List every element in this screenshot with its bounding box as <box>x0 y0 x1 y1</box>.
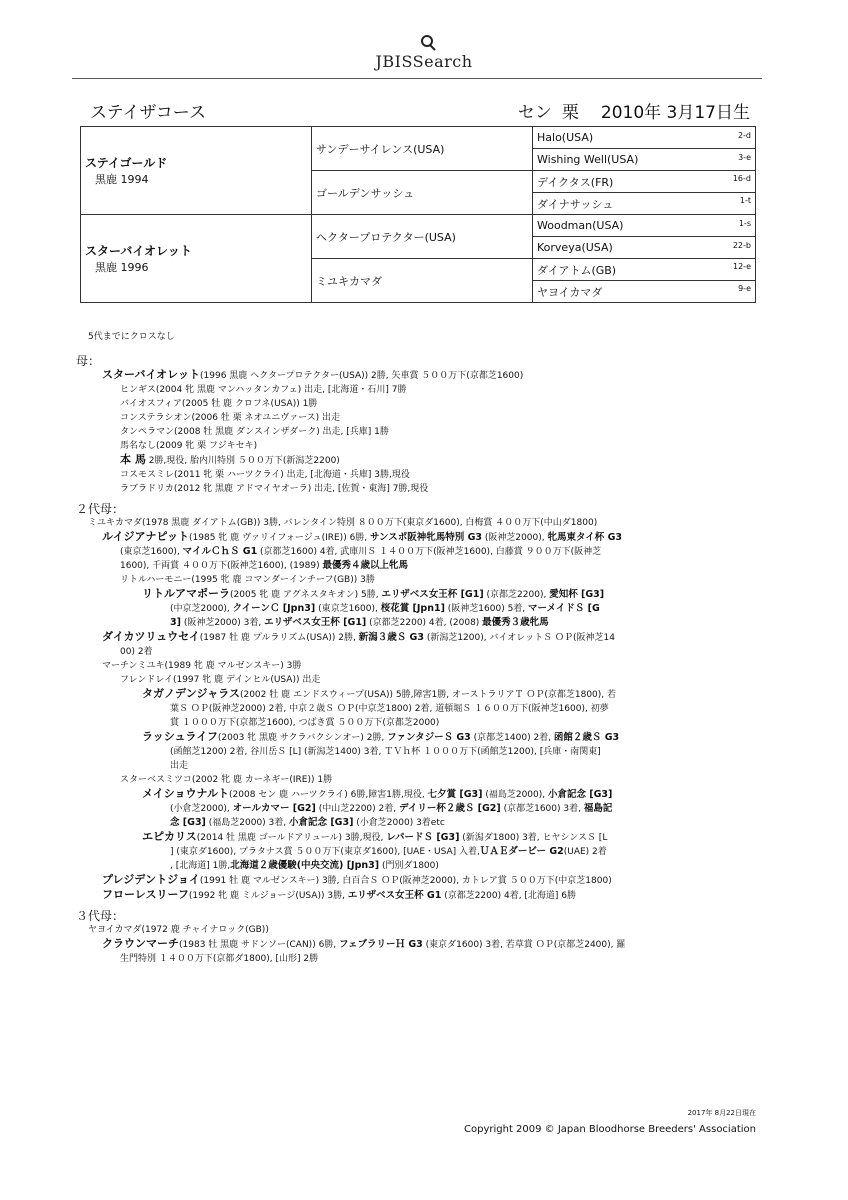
logo-search: Search <box>412 52 473 71</box>
family-line: , [北海道] 1勝,北海道２歳優駿(中央交流) [Jpn3] (門別ダ1800) <box>170 860 439 871</box>
pedigree-gen2: ヘクタープロテクター(USA) <box>312 215 533 259</box>
family-line: プレジデントジョイ(1991 牡 鹿 マルゼンスキー) 3勝, 白百合Ｓ ＯＰ(阪神芝2000), カトレア賞 ５００万下(中京芝1800) <box>102 873 612 886</box>
sire-name: ステイゴールド <box>85 156 168 170</box>
section-heading-g3: ３代母： <box>76 909 125 923</box>
family-line: リトルハーモニー(1995 牝 鹿 コマンダーインチーフ(GB)) 3勝 <box>120 575 375 585</box>
family-line: フローレスリーフ(1992 牝 鹿 ミルジョージ(USA)) 3勝, エリザベス女王杯 G1 (京都芝2200) 4着, [北海道] 6勝 <box>102 888 577 901</box>
family-line: (函館芝1200) 2着, 谷川岳Ｓ [L] (新潟芝1400) 3着, ＴＶｈ杯 １０００万下(函館芝1200), [兵庫・南関東] <box>170 747 601 757</box>
family-line: マーチンミユキ(1989 牝 鹿 マルゼンスキー) 3勝 <box>102 661 302 671</box>
pedigree-gen3: Wishing Well(USA) 3-e <box>533 149 756 171</box>
family-line: 本 馬 2勝,現役, 胎内川特別 ５００万下(新潟芝2200) <box>120 453 340 466</box>
family-section <box>76 330 766 966</box>
section-heading-g2: ２代母： <box>76 502 125 516</box>
horse-birth: 2010年 3月17日生 <box>600 103 750 123</box>
family-line: 3] (阪神芝2000) 3着, エリザベス女王杯 [G1] (京都芝2200) 4着, (2008) 最優秀３歳牝馬 <box>170 617 549 628</box>
section-heading-dam: 母： <box>76 354 101 368</box>
family-line: 出走 <box>170 761 189 771</box>
family-line: スターベスミツコ(2002 牝 鹿 カーネギー(IRE)) 1勝 <box>120 775 333 785</box>
pedigree-gen3: ダイアトム(GB) 12-e <box>533 259 756 281</box>
family-line: 馬名なし(2009 牝 栗 フジキセキ) <box>120 441 258 451</box>
family-line: 賞 １０００万下(京都芝1600), つばき賞 ５００万下(京都芝2000) <box>170 718 440 728</box>
family-line: スターバイオレット(1996 黒鹿 ヘクタープロテクター(USA)) 2勝, 矢車賞 ５００万下(京都芝1600) <box>102 368 524 381</box>
family-line: コスモスミレ(2011 牝 栗 ハーツクライ) 出走, [北海道・兵庫] 3勝,現役 <box>120 470 410 480</box>
family-line: (中京芝2000), クイーンＣ [Jpn3] (東京芝1600), 桜花賞 [Jpn1] (阪神芝1600) 5着, マーメイドＳ [G <box>170 603 600 614</box>
family-line: 念 [G3] (福島芝2000) 3着, 小倉記念 [G3] (小倉芝2000) 3着etc <box>170 817 445 828</box>
horse-title <box>90 98 750 124</box>
logo-jbis: JBIS <box>375 52 413 71</box>
pedigree-gen3: Halo(USA) 2-d <box>533 127 756 149</box>
family-line: ラッシュライフ(2003 牝 黒鹿 サクラバクシンオー) 2勝, ファンタジーＳ G3 (京都芝1400) 2着, 函館２歳Ｓ G3 <box>142 730 620 743</box>
family-line: 生門特別 １４００万下(京都ダ1800), [山形] 2勝 <box>120 954 319 964</box>
pedigree-gen2: ゴールデンサッシュ <box>312 171 533 215</box>
family-line: タンペラマン(2008 牡 黒鹿 ダンスインザダーク) 出走, [兵庫] 1勝 <box>120 427 389 437</box>
pedigree-dam <box>81 215 312 303</box>
pedigree-gen3: デイクタス(FR) 16-d <box>533 171 756 193</box>
family-line: ダイカツリュウセイ(1987 牡 鹿 プルラリズム(USA)) 2勝, 新潟３歳Ｓ G3 (新潟芝1200), バイオレットＳ ＯＰ(阪神芝14 <box>102 630 615 643</box>
horse-name: ステイザコース <box>90 103 206 123</box>
family-line: ルイジアナピット(1985 牝 鹿 ヴァリイフォージュ(IRE)) 6勝, サンスポ阪神牝馬特別 G3 (阪神芝2000), 牝馬東タイ杯 G3 <box>102 530 623 543</box>
cross-note: 5代までにクロスなし <box>88 332 175 342</box>
header-divider <box>72 78 762 79</box>
family-line: ミユキカマダ(1978 黒鹿 ダイアトム(GB)) 3勝, バレンタイン特別 ８００万下(東京ダ1600), 白梅賞 ４００万下(中山ダ1800) <box>88 518 598 528</box>
family-line: 1600), 千両賞 ４００万下(阪神芝1600), (1989) 最優秀４歳以上牝馬 <box>120 560 408 571</box>
pedigree-gen2: ミユキカマダ <box>312 259 533 303</box>
family-line: フレンドレイ(1997 牝 鹿 デインヒル(USA)) 出走 <box>120 675 321 685</box>
family-line: ] (東京ダ1600), プラタナス賞 ５００万下(東京ダ1600), [UAE・USA] 入着,ＵＡＥダービー G2(UAE) 2着 <box>170 846 607 857</box>
family-line: コンステラシオン(2006 牡 栗 ネオユニヴァース) 出走 <box>120 413 341 423</box>
pedigree-gen3: Korveya(USA) 22-b <box>533 237 756 259</box>
family-line: 葉Ｓ ＯＰ(阪神芝2000) 2着, 中京２歳Ｓ ＯＰ(中京芝1800) 2着, 道頓堀Ｓ １６００万下(阪神芝1600), 初夢 <box>170 704 609 714</box>
dam-name: スターバイオレット <box>85 244 192 258</box>
family-line: ヤヨイカマダ(1972 鹿 チャイナロック(GB)) <box>88 925 269 935</box>
family-line: エピカリス(2014 牡 黒鹿 ゴールドアリュール) 3勝,現役, レパードＳ [G3] (新潟ダ1800) 3着, ヒヤシンスＳ [L <box>142 830 608 843</box>
horse-color: 栗 <box>561 103 579 123</box>
dam-info: 黒鹿 1996 <box>95 261 149 274</box>
pedigree-sire <box>81 127 312 215</box>
pedigree-gen2: サンデーサイレンス(USA) <box>312 127 533 171</box>
family-line: (東京芝1600), マイルＣｈＳ G1 (京都芝1600) 4着, 武庫川Ｓ １４００万下(阪神芝1600), 白藤賞 ９００万下(阪神芝 <box>120 546 602 557</box>
family-line: メイショウナルト(2008 セン 鹿 ハーツクライ) 6勝,障害1勝,現役, 七夕賞 [G3] (福島芝2000), 小倉記念 [G3] <box>142 787 613 800</box>
family-line: バイオスフィア(2005 牡 鹿 クロフネ(USA)) 1勝 <box>120 399 318 409</box>
family-line: ヒンギス(2004 牝 黒鹿 マンハッタンカフェ) 出走, [北海道・石川] 7勝 <box>120 385 407 395</box>
pedigree-gen3: ヤヨイカマダ 9-e <box>533 281 756 303</box>
family-line: タガノデンジャラス(2002 牡 鹿 エンドスウィープ(USA)) 5勝,障害1勝, オーストラリアＴ ＯＰ(京都芝1800), 若 <box>142 687 617 700</box>
magnifier-icon <box>419 34 437 52</box>
pedigree-table <box>80 126 756 303</box>
family-line: (小倉芝2000), オールカマー [G2] (中山芝2200) 2着, デイリー杯２歳Ｓ [G2] (京都芝1600) 3着, 福島記 <box>170 803 613 814</box>
pedigree-gen3: Woodman(USA) 1-s <box>533 215 756 237</box>
family-line: クラウンマーチ(1983 牡 黒鹿 サドンソー(CAN)) 6勝, フェブラリーＨ G3 (東京ダ1600) 3着, 若草賞 ＯＰ(京都芝2400), 羅 <box>102 937 626 950</box>
family-line: リトルアマポーラ(2005 牝 鹿 アグネスタキオン) 5勝, エリザベス女王杯 [G1] (京都芝2200), 愛知杯 [G3] <box>142 587 605 600</box>
pedigree-gen3: ダイナサッシュ 1-t <box>533 193 756 215</box>
family-line: ラブラドリカ(2012 牝 黒鹿 アドマイヤオーラ) 出走, [佐賀・東海] 7勝,現役 <box>120 484 429 494</box>
sire-info: 黒鹿 1994 <box>95 173 149 186</box>
footer-date: 2017年 8月22日現在 <box>687 1109 756 1117</box>
footer-copyright: Copyright 2009 © Japan Bloodhorse Breeders' Association <box>464 1124 756 1135</box>
logo <box>0 52 848 71</box>
family-line: 00) 2着 <box>120 647 153 657</box>
horse-sex: セン <box>517 103 552 123</box>
